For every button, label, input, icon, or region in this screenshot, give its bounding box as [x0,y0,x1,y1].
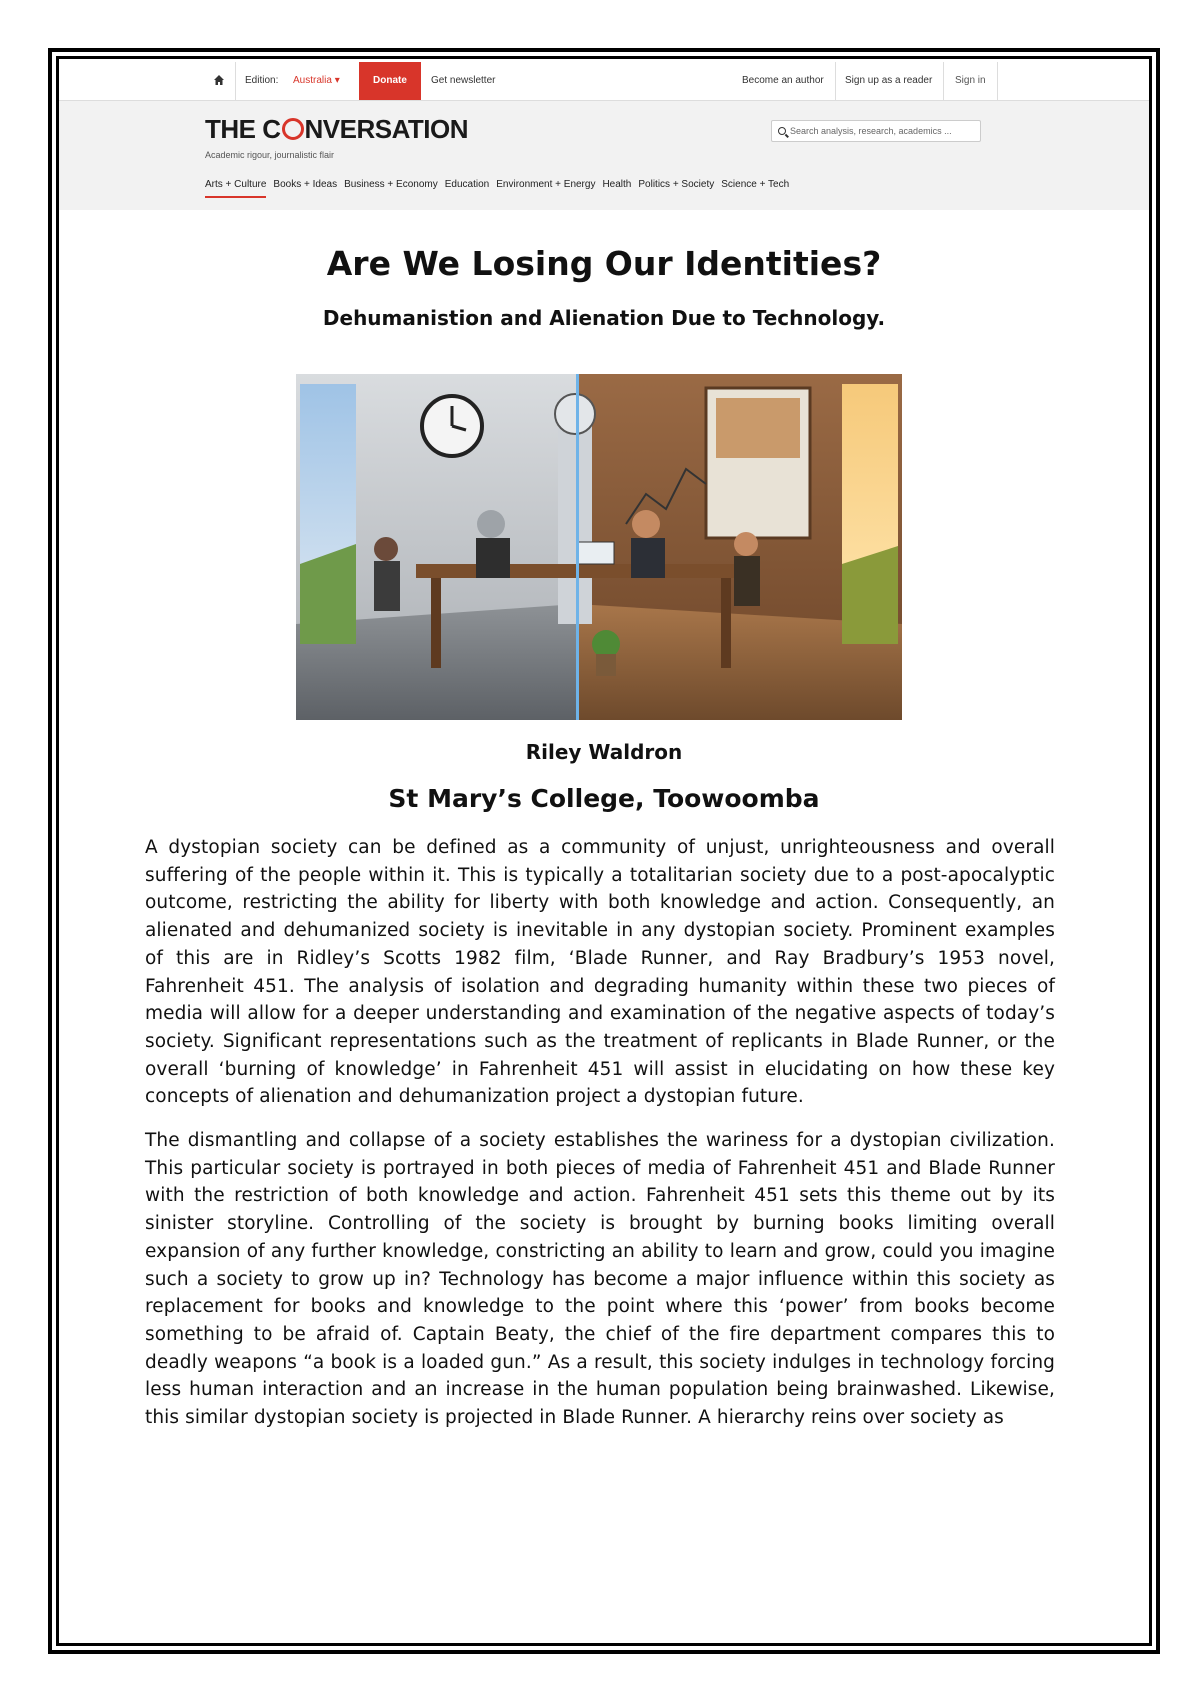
donate-button[interactable]: Donate [359,62,421,100]
edition-label: Edition: [245,75,279,86]
article-body [145,834,1055,1448]
author-school: St Mary’s College, Toowoomba [388,784,820,813]
site-tagline: Academic rigour, journalistic flair [205,150,335,160]
paragraph: The dismantling and collapse of a society establishes the wariness for a dystopian civilization. This particular society is portrayed in both pieces of media of Fahrenheit 451 and Blade Runner with the restriction of both knowledge and action. Fahrenheit 451 sets this theme out by its sinister storyline. Controlling of the society is brought by burning books limiting overall expansion of any further knowledge, constricting an ability to learn and grow, could you imagine such a society to grow up in? Technology has become a major influence within this society as replacement for books and knowledge to the point where this ‘power’ from books become something to be afraid of. Captain Beaty, the chief of the fire department compares this to deadly weapons “a book is a loaded gun.” As a result, this society indulges in technology forcing less human interaction and an increase in the human population being brainwashed. Likewise, this similar dystopian society is projected in Blade Runner. A hierarchy reins over society as [145,1130,1055,1429]
edition-value: Australia [293,75,332,86]
home-icon[interactable] [213,74,225,86]
article-title: Are We Losing Our Identities? [326,244,882,283]
nav-item-books-ideas[interactable]: Books + Ideas [273,179,338,190]
sign-in-link[interactable]: Sign in [955,75,986,86]
search-icon [778,127,786,135]
search-input[interactable] [771,120,981,142]
sign-up-reader-link[interactable]: Sign up as a reader [845,75,933,86]
nav-item-science-tech[interactable]: Science + Tech [721,179,790,190]
site-header [59,62,1149,210]
nav-item-arts-culture[interactable]: Arts + Culture [205,176,266,198]
nav-item-business-economy[interactable]: Business + Economy [344,179,438,190]
logo-text-right: NVERSATION [304,114,469,144]
nav-item-politics-society[interactable]: Politics + Society [638,179,715,190]
paragraph: A dystopian society can be defined as a community of unjust, unrighteousness and overall suffering of the people within it. This is typically a totalitarian society due to a post-apocalyptic outcome, restricting the ability for liberty with both knowledge and action. Consequently, an alienated and dehumanized society is inevitable in any dystopian society. Prominent examples of this are in Ridley’s Scotts 1982 film, ‘Blade Runner, and Ray Bradbury’s 1953 novel, Fahrenheit 451. The analysis of isolation and degrading humanity within these two pieces of media will allow for a deeper understanding and examination of the negative aspects of today’s society. Significant representations such as the treatment of replicants in Blade Runner, or the overall ‘burning of knowledge’ in Fahrenheit 451 will assist in elucidating on how these key concepts of alienation and dehumanization project a dystopian future. [145,837,1055,1108]
section-nav [205,176,789,198]
nav-item-health[interactable]: Health [602,179,632,190]
become-author-link[interactable]: Become an author [742,75,824,86]
divider [997,62,998,100]
divider [943,62,944,100]
site-logo[interactable] [205,114,468,145]
logo-speech-bubble-icon [282,118,304,140]
divider [235,62,236,100]
top-bar [59,62,1149,101]
edition-select[interactable] [293,62,340,100]
nav-item-education[interactable]: Education [444,179,490,190]
nav-item-environment-energy[interactable]: Environment + Energy [496,179,596,190]
chevron-down-icon: ▾ [334,75,340,86]
search-placeholder: Search analysis, research, academics ... [790,126,952,136]
divider [835,62,836,100]
logo-text-left: THE C [205,114,281,144]
newsletter-link[interactable]: Get newsletter [431,75,496,86]
article-subtitle: Dehumanistion and Alienation Due to Technology. [322,306,886,330]
hero-image [296,374,902,720]
author-name: Riley Waldron [525,740,683,764]
